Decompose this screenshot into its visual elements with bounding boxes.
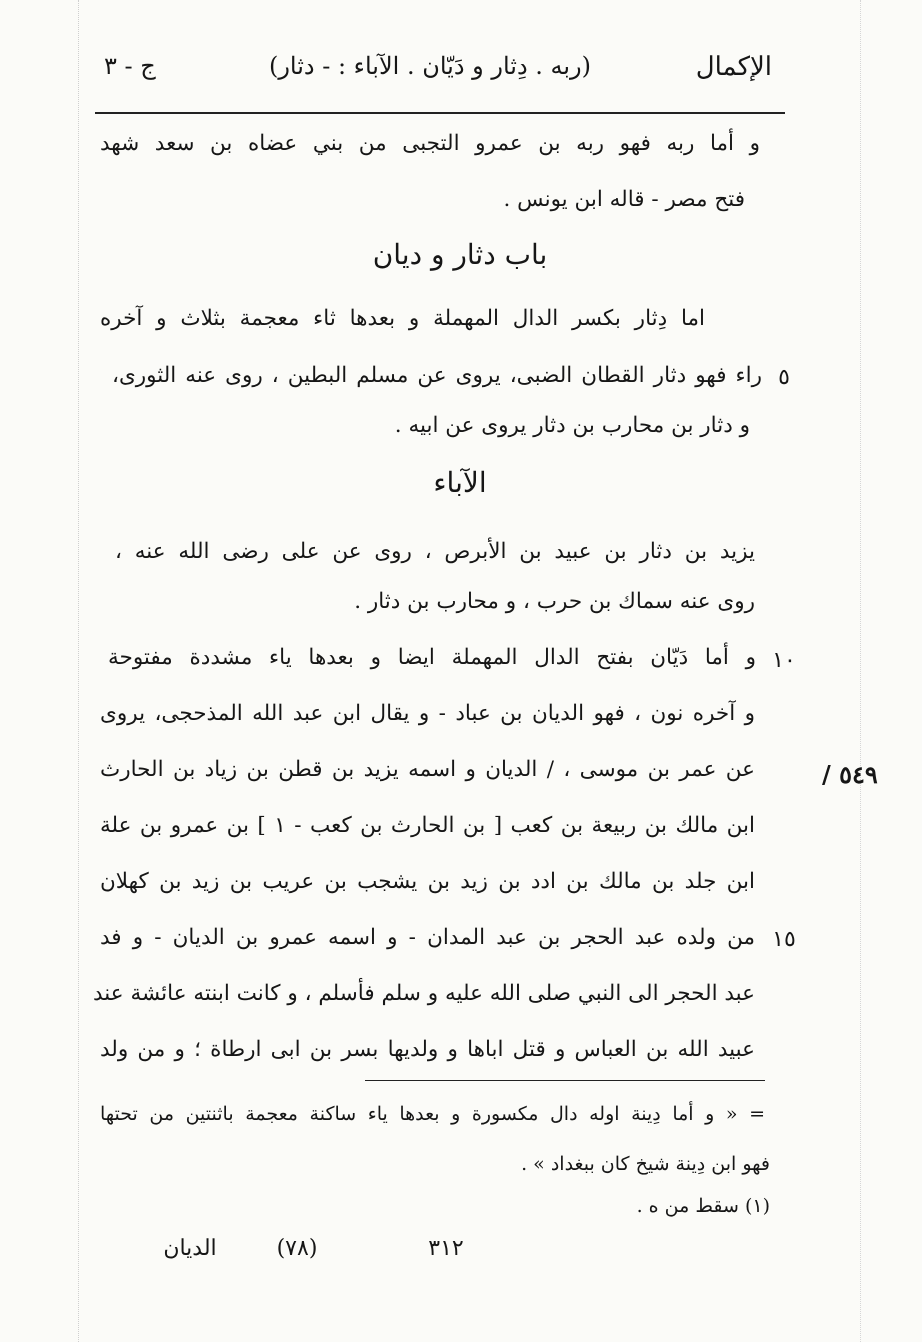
footer-section-number: (٧٨) <box>276 1236 318 1261</box>
text-line: و آخره نون ، فهو الديان بن عباد - و يقال ابن عبد الله المذحجى، يروى <box>100 701 755 726</box>
text-line: راء فهو دثار القطان الضبى، يروى عن مسلم البطين ، روى عنه الثورى، <box>112 363 762 388</box>
footnote-line: (١) سقط من ه . <box>636 1195 770 1217</box>
header-volume: ج - ٣ <box>104 52 156 80</box>
scan-margin-guide-right <box>860 0 861 1342</box>
margin-page-reference: ٥٤٩ / <box>822 760 878 789</box>
text-line: ابن مالك بن ربيعة بن كعب [ بن الحارث بن كعب - ١ ] بن عمرو بن علة <box>100 813 755 838</box>
section-heading: باب دثار و ديان <box>372 238 548 271</box>
section-heading: الآباء <box>433 466 487 499</box>
line-number: ١٥ <box>772 927 796 952</box>
text-line: من ولده عبد الحجر بن عبد المدان - و اسمه عمرو بن الديان - و فد <box>100 925 755 950</box>
footer-page-number: ٣١٢ <box>428 1236 464 1261</box>
text-line: و أما دَيّان بفتح الدال المهملة ايضا و بعدها ياء مشددة مفتوحة <box>108 645 756 670</box>
text-line: ابن جلد بن مالك بن ادد بن زيد بن يشجب بن عريب بن زيد بن كهلان <box>100 869 755 894</box>
text-line: يزيد بن دثار بن عبيد بن الأبرص ، روى عن على رضى الله عنه ، <box>115 539 755 564</box>
text-line: عبيد الله بن العباس و قتل اباها و ولديها بسر بن ابى ارطاة ؛ و من ولد <box>100 1037 755 1062</box>
header-topic: (ربه . دِثار و دَيّان . الآباء : - دثار) <box>268 52 592 80</box>
footnote-rule <box>365 1080 765 1081</box>
line-number: ١٠ <box>772 648 796 673</box>
footer-catchword: الديان <box>163 1236 217 1261</box>
scan-margin-guide <box>78 0 79 1342</box>
header-rule <box>95 112 785 114</box>
line-number: ٥ <box>778 365 790 390</box>
text-line: و أما ربه فهو ربه بن عمرو التجبى من بني عضاه بن سعد شهد <box>100 131 760 156</box>
text-line: عبد الحجر الى النبي صلى الله عليه و سلم فأسلم ، و كانت ابنته عائشة عند <box>93 981 755 1006</box>
footnote-line: فهو ابن دِينة شيخ كان ببغداد » . <box>521 1153 770 1175</box>
text-line: روى عنه سماك بن حرب ، و محارب بن دثار . <box>354 589 755 614</box>
text-line: اما دِثار بكسر الدال المهملة و بعدها ثاء معجمة بثلاث و آخره <box>100 306 705 331</box>
text-line: عن عمر بن موسى ، / الديان و اسمه يزيد بن قطن بن زياد بن الحارث <box>100 757 755 782</box>
header-book-title: الإكمال <box>695 52 772 82</box>
footnote-line: = « و أما دِينة اوله دال مكسورة و بعدها ياء ساكنة معجمة باثنتين من تحتها <box>100 1103 765 1125</box>
text-line: فتح مصر - قاله ابن يونس . <box>503 187 745 212</box>
text-line: و دثار بن محارب بن دثار يروى عن ابيه . <box>394 413 750 438</box>
